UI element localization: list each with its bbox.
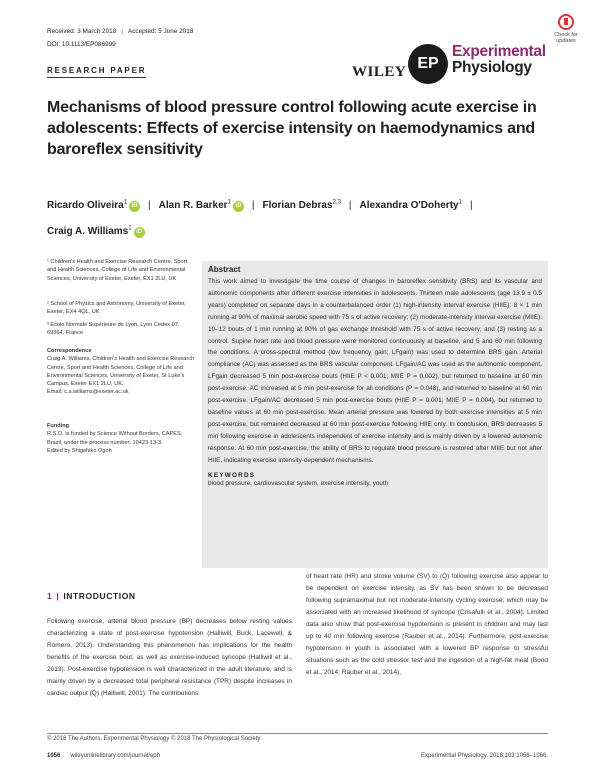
body-column-right: of heart rate (HR) and stroke volume (SV) to (Q̇) following exercise also appear to be dependent on exercise intensity, as SV has been shown to be decreased following supramaximal but not moderate-intensity cycling exercise, which may be associated with an increased likelihood of syncope (Crisafulli et al., 2004). Limited data also show that post-exercise hypotension is present in children and may last up to 40 min following exercise (Rauber et al., 2014). Furthermore, post-exercise hypotension in youth is associated with a lowered BP response to stressful situations such as the cold stressor test and the ingestion of a high-fat meal (Bond et al., 2014; Rauber et al., 2014), bbox=[306, 573, 548, 676]
publisher-logo: WILEY bbox=[352, 64, 407, 80]
journal-name-line2: Physiology bbox=[452, 59, 532, 76]
funding-block bbox=[47, 422, 197, 455]
affiliation: ¹ Children's Health and Exercise Research Centre, Sport and Health Sciences, College of Life and Environmental Sciences, University of Exeter, Exeter, EX1 2LU, UK bbox=[47, 259, 188, 282]
funding-text: R.S.O. is funded by Science Without Borders, CAPES, Brazil, under the process number: 10423-13-3. bbox=[47, 431, 183, 446]
affiliation: ² School of Physics and Astronomy, University of Exeter, Exeter, EX4 4QL, UK bbox=[47, 301, 186, 316]
accepted-date: Accepted: 5 June 2018 bbox=[127, 28, 194, 35]
author[interactable]: Florian Debras$^{2,3}$ bbox=[262, 200, 341, 212]
received-date-line: Received: 3 March 2018 | Accepted: 5 June 2018 bbox=[47, 28, 194, 35]
section-heading: 1 | INTRODUCTION bbox=[47, 591, 136, 601]
author-list: Ricardo Oliveira$^1$iD | Alan R. Barker$^1$iD | Florian Debras$^{2,3}$ | Alexandra O'Doherty$^1$ | Craig A. Williams$^1$iD bbox=[47, 200, 473, 237]
crossmark-label: Check for updates bbox=[554, 32, 578, 44]
abstract-heading: Abstract bbox=[208, 265, 241, 274]
journal-name-line1: Experimental bbox=[452, 43, 546, 60]
bookmark-icon bbox=[558, 14, 574, 30]
page-footer bbox=[47, 753, 548, 759]
journal-url[interactable]: wileyonlinelibrary.com/journal/eph bbox=[70, 753, 160, 759]
correspondence-block bbox=[47, 347, 197, 397]
orcid-icon[interactable]: iD bbox=[129, 201, 140, 212]
section-number: 1 bbox=[47, 591, 53, 601]
author[interactable]: Craig A. Williams$^1$iD bbox=[47, 226, 145, 237]
received-date: Received: 3 March 2018 bbox=[47, 28, 117, 35]
correspondence-heading: Correspondence bbox=[47, 348, 92, 354]
abstract-box bbox=[202, 261, 548, 568]
paper-title: Mechanisms of blood pressure control following acute exercise in adolescents: Effects of exercise intensity on haemodynamics and baroreflex sensitivity bbox=[47, 99, 537, 158]
body-column-left: Following exercise, arterial blood pressure (BP) decreases below resting values characterizing a state of post-exercise hypotension (Halliwill, Buck, Lacewell, & Romero, 2013). Understanding this phenomenon has implications for the health benefits of the exercise bout, as well as exercise-induced syncope (Halliwill et al., 2013). Post-exercise hypotension is well characterized in the adult literature, and is mainly driven by a decreased total peripheral resistance (TPR) despite increases in cardiac output (Q̇) (Halliwill, 2001). The contributions bbox=[47, 618, 292, 697]
funding-heading: Funding bbox=[47, 423, 70, 429]
journal-name bbox=[452, 44, 546, 76]
author[interactable]: Alexandra O'Doherty$^1$ bbox=[359, 200, 462, 212]
author[interactable]: Alan R. Barker$^1$iD bbox=[159, 200, 244, 211]
orcid-icon[interactable]: iD bbox=[134, 227, 145, 238]
journal-logo: EP bbox=[408, 44, 448, 84]
orcid-icon[interactable]: iD bbox=[233, 201, 244, 212]
edited-by: Edited by Shigehiko Ogoh bbox=[47, 447, 112, 454]
section-label: RESEARCH PAPER bbox=[47, 66, 146, 78]
author[interactable]: Ricardo Oliveira$^1$iD bbox=[47, 200, 140, 211]
page-number: 1056 bbox=[47, 753, 61, 759]
correspondence-email[interactable]: Email: c.a.williams@exeter.ac.uk bbox=[47, 389, 129, 396]
crossmark-badge[interactable] bbox=[548, 14, 584, 52]
abstract-text: This work aimed to investigate the time course of changes in baroreflex sensitivity (BRS) and its vascular and autonomic components after different exercise intensities in adolescents. Thirteen male adolescents (age 13.9 ± 0.5 years) completed on separate days in a counterbalanced order (1) high-intensity interval exercise (HIIE): 8 × 1 min running at 90% of maximal aerobic speed with 75 s of active recovery; (2) moderate-intensity interval exercise (MIIE): 10–12 bouts of 1 min running at 90% of gas exchange threshold with 75 s of active recovery; and (3) resting as a control. Supine heart rate and blood pressure were monitored continuously at baseline, and 5 and 60 min following the conditions. A cross-spectral method (low frequency gain; LFgain) was used to determine BRS gain. Arterial compliance (AC) was assessed as the BRS vascular component. LFgain/AC was used as the autonomic component. LFgain decreased 5 min post-exercise bouts (HIIE P < 0.001; MIIE P = 0.002), but returned to baseline at 60 min post-exercise. AC increased at 5 min post-exercise for all conditions (P = 0.048), and returned to baseline at 60 min post-exercise. LFgain/AC decreased 5 min post-exercise bouts (HIIE P = 0.001; MIIE P = 0.004), but returned to baseline values at 60 min post-exercise. Mean arterial pressure was lowered by both exercise intensities at 5 min post-exercise, but remained decreased at 60 min post-exercise following HIIE only. In conclusion, BRS decreases 5 min following exercise in adolescents independent of exercise intensity and is mainly driven by a lowered autonomic response. At 60 min post-exercise, the ability of BRS to regulate blood pressure is restored after MIIE but not after HIIE, indicating exercise intensity-dependent mechanisms. bbox=[208, 278, 542, 464]
keywords-heading: KEYWORDS bbox=[208, 471, 256, 479]
keywords: blood pressure, cardiovascular system, exercise intensity, youth bbox=[208, 479, 389, 487]
correspondence-text: Craig A. Williams, Children's Health and Exercise Research Centre, Sport and Health Sciences, College of Life and Environmental Sciences, University of Exeter, St Luke's Campus, Exeter EX1 2LU, UK. bbox=[47, 356, 195, 388]
affiliation: ³ Ecole Normale Supérieure de Lyon, Lyon Cedex 07, 69364, France bbox=[47, 322, 180, 337]
footer-divider bbox=[47, 733, 548, 734]
citation: Experimental Physiology. 2018;103:1056–1066. bbox=[421, 753, 548, 759]
doi[interactable]: DOI: 10.1113/EP086999 bbox=[47, 41, 116, 48]
section-title: INTRODUCTION bbox=[63, 591, 136, 601]
copyright: © 2018 The Authors. Experimental Physiology © 2018 The Physiological Society bbox=[47, 736, 261, 742]
